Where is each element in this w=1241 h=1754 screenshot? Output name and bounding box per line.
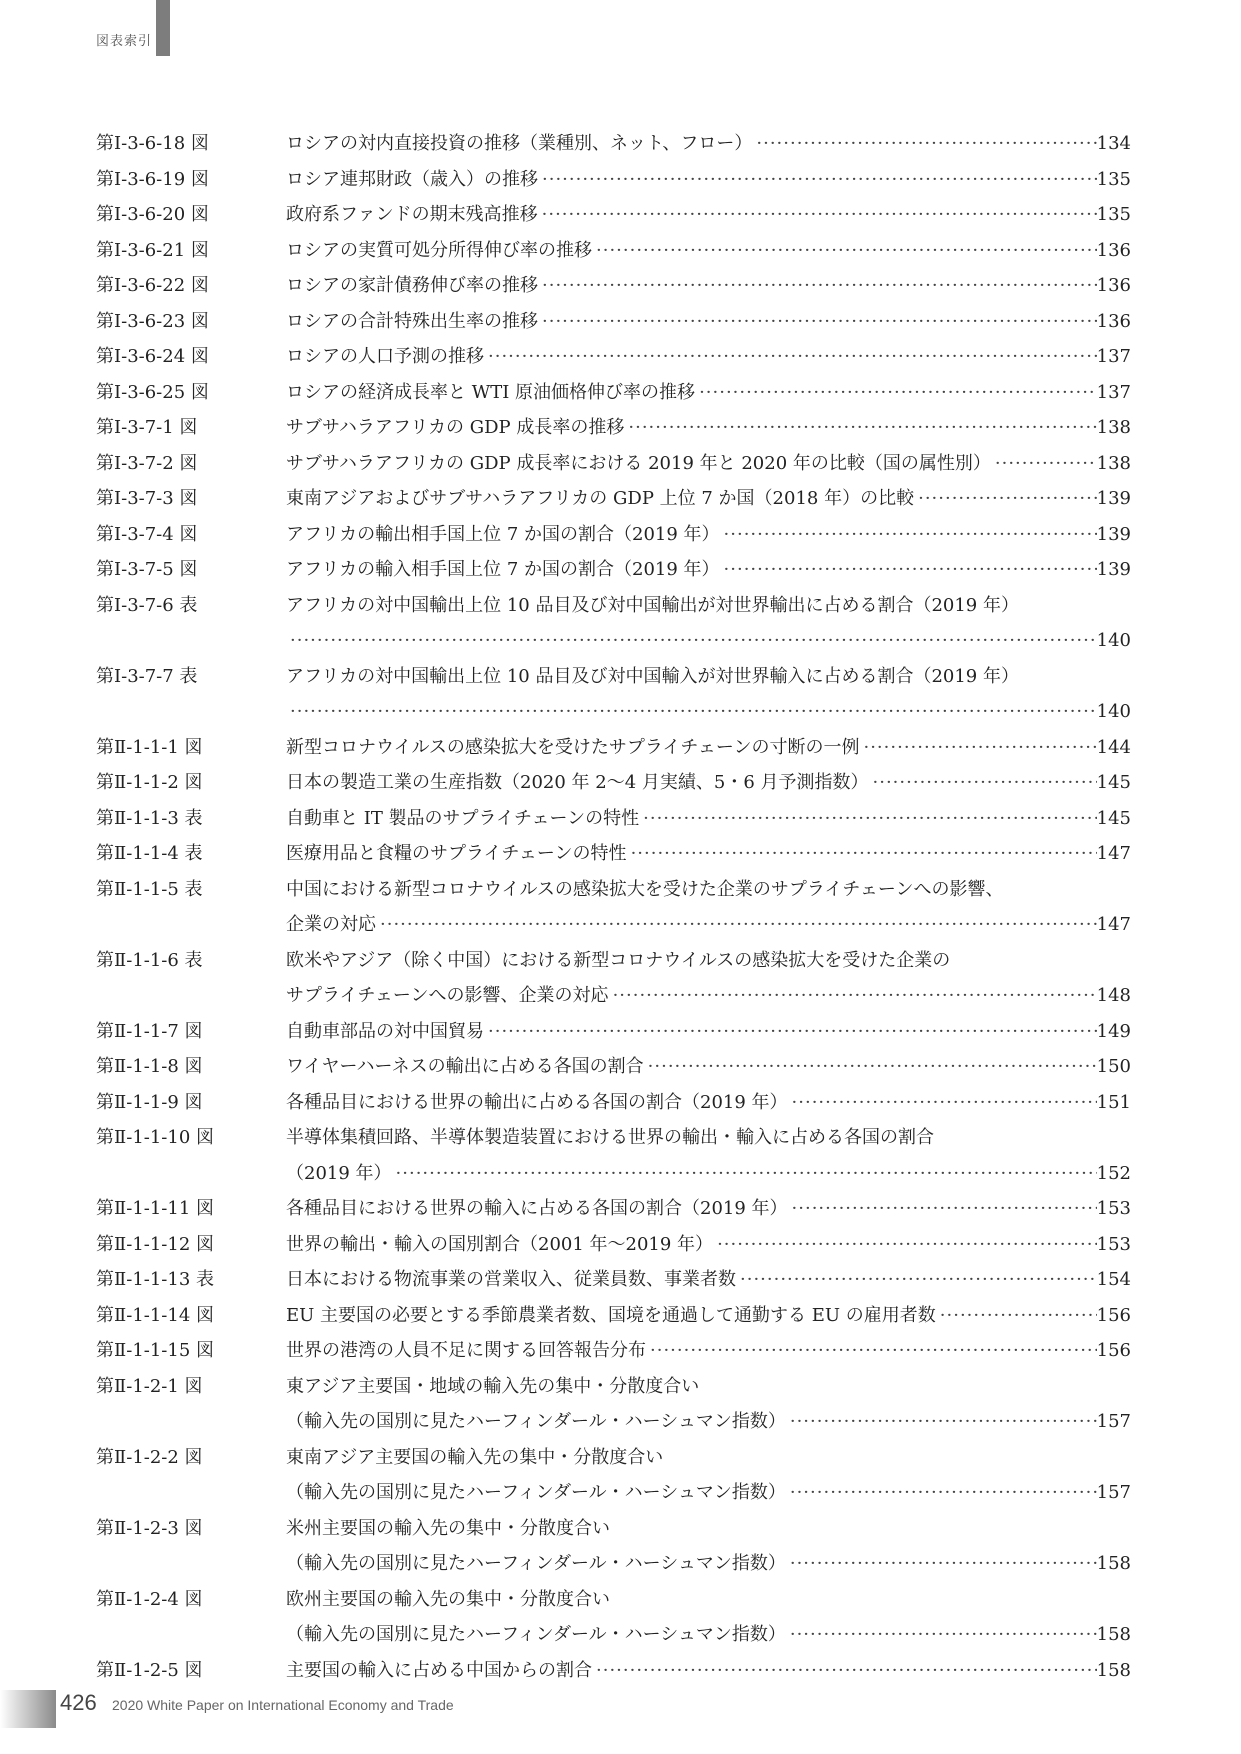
index-entry (0, 765, 1241, 801)
figure-number: 第Ⅰ-3-6-20 図 (96, 204, 209, 225)
figure-title: 政府系ファンドの期末残高推移 (286, 204, 538, 225)
index-entry (0, 339, 1241, 375)
entry-row (286, 623, 1131, 659)
entry-row (286, 481, 1131, 517)
page-ref: 151 (1096, 1091, 1131, 1113)
figure-number: 第Ⅰ-3-7-3 図 (96, 488, 198, 509)
figure-number: 第Ⅱ-1-1-2 図 (96, 772, 203, 793)
page-ref: 153 (1096, 1198, 1131, 1219)
entry-row (286, 836, 1131, 872)
page-ref: 152 (1096, 1162, 1131, 1184)
figure-number: 第Ⅱ-1-1-7 図 (96, 1020, 203, 1042)
figure-number: 第Ⅱ-1-1-13 表 (96, 1269, 215, 1290)
index-entry (0, 446, 1241, 482)
index-entry (0, 1120, 1241, 1191)
figure-number: 第Ⅱ-1-1-15 図 (96, 1340, 215, 1361)
page-ref: 148 (1096, 985, 1131, 1006)
index-entry (0, 1298, 1241, 1334)
figure-title-line1: 欧米やアジア（除く中国）における新型コロナウイルスの感染拡大を受けた企業の (286, 949, 951, 971)
figure-number: 第Ⅱ-1-2-3 図 (96, 1517, 203, 1539)
figure-number: 第Ⅰ-3-7-7 表 (96, 665, 198, 687)
figure-title-line1: 中国における新型コロナウイルスの感染拡大を受けた企業のサプライチェーンへの影響、 (286, 878, 1004, 900)
page-ref: 154 (1096, 1269, 1131, 1290)
index-entry (0, 836, 1241, 872)
figure-title: ロシア連邦財政（歳入）の推移 (286, 168, 538, 190)
index-entry (0, 801, 1241, 837)
figure-number: 第Ⅱ-1-1-1 図 (96, 736, 203, 758)
page-ref: 158 (1096, 1624, 1131, 1645)
page-ref: 156 (1096, 1340, 1131, 1361)
page-ref: 136 (1096, 275, 1131, 296)
section-label: 図表索引 (96, 34, 153, 49)
dot-leader (484, 339, 1097, 375)
index-entry (0, 872, 1241, 943)
page-ref: 135 (1096, 204, 1131, 225)
figure-number: 第Ⅰ-3-6-22 図 (96, 275, 209, 296)
index-entry (0, 1014, 1241, 1050)
figure-title-line1: 欧州主要国の輸入先の集中・分散度合い (286, 1588, 610, 1610)
dot-leader (592, 233, 1097, 269)
entry-row (286, 304, 1131, 340)
dot-leader (736, 1262, 1097, 1298)
entry-row (286, 1298, 1131, 1334)
index-entry (0, 1191, 1241, 1227)
page-ref: 139 (1096, 488, 1131, 509)
book-title: 2020 White Paper on International Economy and Trade (112, 1697, 454, 1713)
figure-title: ロシアの対内直接投資の推移（業種別、ネット、フロー） (286, 133, 753, 154)
index-entry (0, 162, 1241, 198)
figure-title: ロシアの合計特殊出生率の推移 (286, 310, 538, 332)
entry-row (286, 1085, 1131, 1121)
entry-row (286, 801, 1131, 837)
index-entry (0, 233, 1241, 269)
dot-leader (376, 907, 1097, 943)
dot-leader (720, 517, 1097, 553)
dot-leader (786, 1404, 1097, 1440)
entry-row (286, 339, 1131, 375)
figure-number: 第Ⅰ-3-7-6 表 (96, 594, 198, 616)
dot-leader (484, 1014, 1097, 1050)
figure-title: 日本における物流事業の営業収入、従業員数、事業者数 (286, 1269, 736, 1290)
page-ref: 134 (1096, 133, 1131, 154)
figure-title: EU 主要国の必要とする季節農業者数、国境を通過して通勤する EU の雇用者数 (286, 1304, 936, 1326)
figure-number: 第Ⅱ-1-1-9 図 (96, 1091, 203, 1113)
figure-title: アフリカの輸入相手国上位 7 か国の割合（2019 年） (286, 559, 720, 580)
dot-leader (720, 552, 1097, 588)
figure-title-line1: アフリカの対中国輸出上位 10 品目及び対中国輸入が対世界輸入に占める割合（2019 年） (286, 665, 1019, 687)
index-entry (0, 126, 1241, 162)
figure-index-list (0, 126, 1241, 1688)
dot-leader (538, 197, 1097, 233)
dot-leader (392, 1156, 1097, 1192)
index-entry (0, 659, 1241, 730)
page-ref: 157 (1096, 1411, 1131, 1432)
figure-title: 新型コロナウイルスの感染拡大を受けたサプライチェーンの寸断の一例 (286, 736, 860, 758)
index-entry (0, 268, 1241, 304)
dot-leader (752, 126, 1096, 162)
entry-row (286, 1262, 1131, 1298)
entry-row (286, 1014, 1131, 1050)
dot-leader (609, 978, 1097, 1014)
figure-number: 第Ⅰ-3-7-2 図 (96, 452, 198, 474)
page-ref: 153 (1096, 1233, 1131, 1255)
dot-leader (646, 1333, 1097, 1369)
figure-title: 世界の港湾の人員不足に関する回答報告分布 (286, 1340, 646, 1361)
page-ref: 145 (1096, 807, 1131, 829)
figure-number: 第Ⅰ-3-6-24 図 (96, 346, 209, 367)
page-ref: 158 (1096, 1553, 1131, 1574)
figure-number: 第Ⅱ-1-1-4 表 (96, 843, 203, 864)
dot-leader (592, 1653, 1097, 1689)
page-ref: 144 (1096, 736, 1131, 758)
index-entry (0, 1653, 1241, 1689)
figure-title: サプライチェーンへの影響、企業の対応 (286, 985, 609, 1006)
figure-number: 第Ⅱ-1-1-8 図 (96, 1056, 203, 1077)
figure-number: 第Ⅰ-3-6-23 図 (96, 310, 209, 332)
page-ref: 140 (1096, 630, 1131, 651)
dot-leader (786, 1546, 1097, 1582)
page-ref: 138 (1096, 452, 1131, 474)
index-entry (0, 588, 1241, 659)
page-ref: 139 (1096, 523, 1131, 545)
dot-leader (786, 1475, 1097, 1511)
entry-row (286, 197, 1131, 233)
figure-number: 第Ⅱ-1-2-5 図 (96, 1659, 203, 1681)
entry-row (286, 978, 1131, 1014)
figure-number: 第Ⅱ-1-1-3 表 (96, 807, 203, 829)
index-entry (0, 1333, 1241, 1369)
index-entry (0, 304, 1241, 340)
figure-title: 日本の製造工業の生産指数（2020 年 2〜4 月実績、5・6 月予測指数） (286, 772, 869, 793)
page-ref: 147 (1096, 914, 1131, 935)
page-ref: 136 (1096, 310, 1131, 332)
entry-row (286, 268, 1131, 304)
entry-row (286, 765, 1131, 801)
dot-leader (627, 836, 1097, 872)
figure-number: 第Ⅰ-3-6-21 図 (96, 239, 209, 261)
page-ref: 138 (1096, 417, 1131, 438)
dot-leader (286, 623, 1097, 659)
entry-row (286, 517, 1131, 553)
figure-title: 各種品目における世界の輸入に占める各国の割合（2019 年） (286, 1198, 788, 1219)
figure-title: 世界の輸出・輸入の国別割合（2001 年〜2019 年） (286, 1233, 714, 1255)
index-entry (0, 943, 1241, 1014)
entry-row (286, 730, 1131, 766)
figure-title: 主要国の輸入に占める中国からの割合 (286, 1659, 592, 1681)
dot-leader (644, 1049, 1097, 1085)
figure-title: ロシアの家計債務伸び率の推移 (286, 275, 538, 296)
index-entry (0, 197, 1241, 233)
entry-row (286, 1404, 1131, 1440)
page-ref: 136 (1096, 239, 1131, 261)
dot-leader (695, 375, 1097, 411)
figure-number: 第Ⅱ-1-2-2 図 (96, 1446, 203, 1468)
figure-title-line1: 東南アジア主要国の輸入先の集中・分散度合い (286, 1446, 664, 1468)
entry-row (286, 1475, 1131, 1511)
figure-title: （輸入先の国別に見たハーフィンダール・ハーシュマン指数） (286, 1482, 786, 1503)
figure-title: アフリカの輸出相手国上位 7 か国の割合（2019 年） (286, 523, 720, 545)
dot-leader (538, 162, 1097, 198)
index-entry (0, 1262, 1241, 1298)
page-ref: 158 (1096, 1659, 1131, 1681)
figure-title: サブサハラアフリカの GDP 成長率の推移 (286, 417, 625, 438)
figure-title: 自動車と IT 製品のサプライチェーンの特性 (286, 807, 640, 829)
dot-leader (936, 1298, 1097, 1334)
index-entry (0, 1049, 1241, 1085)
page-ref: 157 (1096, 1482, 1131, 1503)
figure-title: ロシアの経済成長率と WTI 原油価格伸び率の推移 (286, 381, 696, 403)
dot-leader (538, 268, 1097, 304)
dot-leader (869, 765, 1097, 801)
dot-leader (639, 801, 1097, 837)
figure-number: 第Ⅰ-3-6-25 図 (96, 381, 209, 403)
figure-title-line1: 東アジア主要国・地域の輸入先の集中・分散度合い (286, 1375, 700, 1397)
dot-leader (788, 1191, 1097, 1227)
index-entry (0, 481, 1241, 517)
index-entry (0, 1511, 1241, 1582)
entry-row (286, 1653, 1131, 1689)
figure-number: 第Ⅱ-1-1-11 図 (96, 1198, 215, 1219)
entry-row (286, 1156, 1131, 1192)
entry-row (286, 1191, 1131, 1227)
figure-title-line1: 半導体集積回路、半導体製造装置における世界の輸出・輸入に占める各国の割合 (286, 1127, 934, 1148)
index-entry (0, 1582, 1241, 1653)
dot-leader (788, 1085, 1097, 1121)
dot-leader (624, 410, 1096, 446)
figure-title: （輸入先の国別に見たハーフィンダール・ハーシュマン指数） (286, 1624, 786, 1645)
entry-row (286, 694, 1131, 730)
figure-number: 第Ⅰ-3-7-1 図 (96, 417, 198, 438)
index-entry (0, 552, 1241, 588)
figure-number: 第Ⅱ-1-1-5 表 (96, 878, 203, 900)
index-entry (0, 517, 1241, 553)
index-entry (0, 1085, 1241, 1121)
figure-title: ロシアの人口予測の推移 (286, 346, 484, 367)
page-ref: 149 (1096, 1020, 1131, 1042)
entry-row (286, 907, 1131, 943)
figure-number: 第Ⅰ-3-7-5 図 (96, 559, 198, 580)
figure-number: 第Ⅰ-3-7-4 図 (96, 523, 198, 545)
figure-title: （2019 年） (286, 1162, 392, 1184)
index-entry (0, 1440, 1241, 1511)
figure-title-line1: アフリカの対中国輸出上位 10 品目及び対中国輸出が対世界輸出に占める割合（2019 年） (286, 594, 1019, 616)
entry-row (286, 446, 1131, 482)
page-ref: 139 (1096, 559, 1131, 580)
figure-title: 各種品目における世界の輸出に占める各国の割合（2019 年） (286, 1091, 788, 1113)
header-bar (156, 0, 170, 56)
figure-title: 医療用品と食糧のサプライチェーンの特性 (286, 843, 627, 864)
figure-title-line1: 米州主要国の輸入先の集中・分散度合い (286, 1517, 610, 1539)
page-ref: 147 (1096, 843, 1131, 864)
entry-row (286, 1227, 1131, 1263)
dot-leader (914, 481, 1097, 517)
entry-row (286, 1333, 1131, 1369)
entry-row (286, 1546, 1131, 1582)
entry-row (286, 126, 1131, 162)
figure-number: 第Ⅱ-1-1-10 図 (96, 1127, 215, 1148)
entry-row (286, 233, 1131, 269)
dot-leader (286, 694, 1097, 730)
entry-row (286, 162, 1131, 198)
figure-number: 第Ⅱ-1-1-6 表 (96, 949, 203, 971)
dot-leader (713, 1227, 1097, 1263)
figure-title: ロシアの実質可処分所得伸び率の推移 (286, 239, 592, 261)
figure-number: 第Ⅱ-1-2-4 図 (96, 1588, 203, 1610)
entry-row (286, 1617, 1131, 1653)
dot-leader (991, 446, 1097, 482)
dot-leader (538, 304, 1097, 340)
index-entry (0, 410, 1241, 446)
figure-title: サブサハラアフリカの GDP 成長率における 2019 年と 2020 年の比較（国の属性別） (286, 452, 991, 474)
index-entry (0, 1227, 1241, 1263)
entry-row (286, 552, 1131, 588)
footer-gradient (0, 1690, 56, 1728)
index-entry (0, 1369, 1241, 1440)
page-ref: 150 (1096, 1056, 1131, 1077)
entry-row (286, 375, 1131, 411)
entry-row (286, 1049, 1131, 1085)
dot-leader (786, 1617, 1097, 1653)
figure-number: 第Ⅰ-3-6-18 図 (96, 133, 209, 154)
figure-title: 東南アジアおよびサブサハラアフリカの GDP 上位 7 か国（2018 年）の比較 (286, 488, 915, 509)
figure-title: （輸入先の国別に見たハーフィンダール・ハーシュマン指数） (286, 1553, 786, 1574)
figure-title: 企業の対応 (286, 914, 376, 935)
page-ref: 140 (1096, 701, 1131, 722)
figure-title: （輸入先の国別に見たハーフィンダール・ハーシュマン指数） (286, 1411, 786, 1432)
figure-title: 自動車部品の対中国貿易 (286, 1020, 484, 1042)
figure-number: 第Ⅱ-1-1-14 図 (96, 1304, 215, 1326)
figure-title: ワイヤーハーネスの輸出に占める各国の割合 (286, 1056, 644, 1077)
entry-row (286, 410, 1131, 446)
figure-number: 第Ⅰ-3-6-19 図 (96, 168, 209, 190)
page-ref: 137 (1096, 346, 1131, 367)
figure-number: 第Ⅱ-1-1-12 図 (96, 1233, 215, 1255)
dot-leader (859, 730, 1096, 766)
index-entry (0, 375, 1241, 411)
index-entry (0, 730, 1241, 766)
figure-number: 第Ⅱ-1-2-1 図 (96, 1375, 203, 1397)
page-ref: 156 (1096, 1304, 1131, 1326)
page-ref: 145 (1096, 772, 1131, 793)
page-ref: 135 (1096, 168, 1131, 190)
page-number: 426 (60, 1690, 97, 1715)
page-ref: 137 (1096, 381, 1131, 403)
